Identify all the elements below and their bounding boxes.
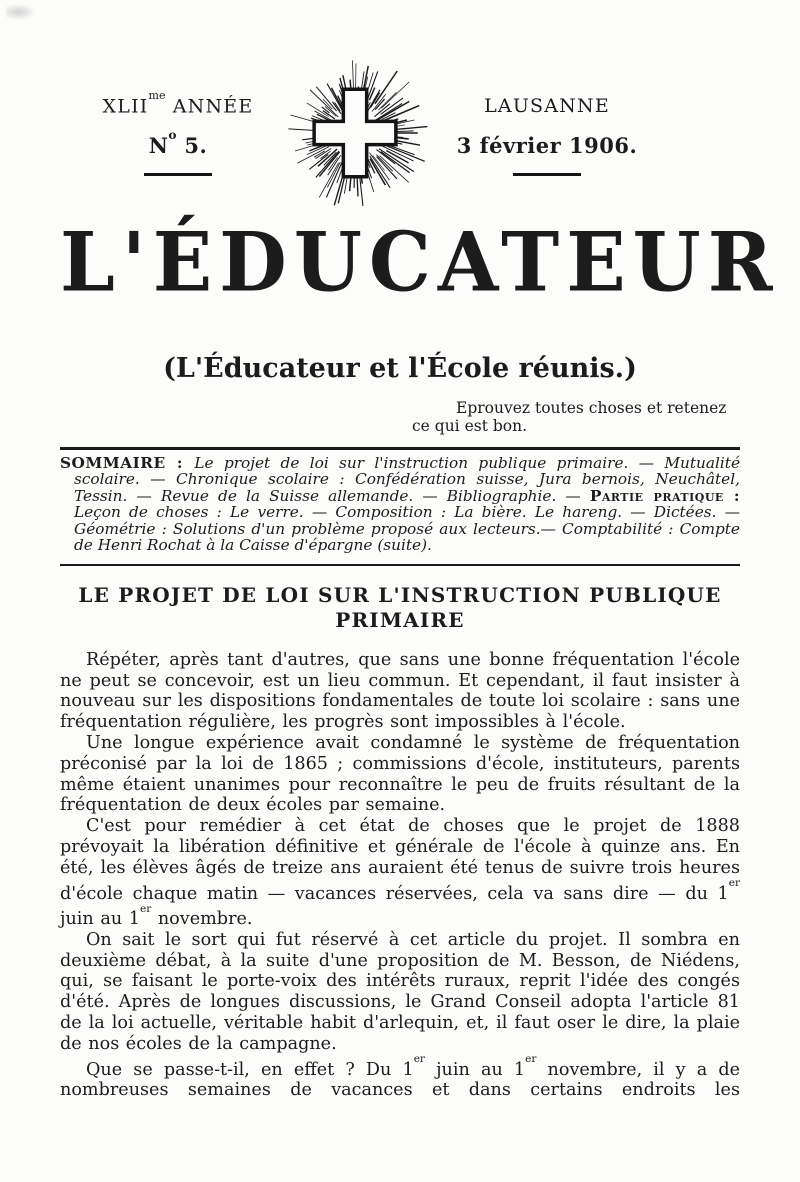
scan-smudge-artifact	[6, 4, 36, 20]
article-heading-line-2: PRIMAIRE	[335, 608, 465, 633]
masthead-header-row	[60, 88, 740, 213]
article-paragraph: C'est pour remédier à cet état de choses que le projet de 1888 prévoyait la libération définitive et générale de l'école à quinze ans. En été, les élèves âgés de treize ans auraient été tenus de suivre trois heures d'école chaque matin — vacances réservées, cela va sans dire — du 1er juin au 1er novembre.	[60, 816, 740, 930]
journal-subtitle: (L'Éducateur et l'École réunis.)	[163, 353, 637, 385]
article-paragraph: On sait le sort qui fut réservé à cet article du projet. Il sombra en deuxième débat, à la suite d'une proposition de M. Besson, de Niédens, qui, se faisant le porte-voix des intérêts ruraux, reprit l'idée des congés d'été. Après de longues discussions, le Grand Conseil adopta l'article 81 de la loi actuelle, véritable habit d'arlequin, et, il faut oser le dire, la plaie de nos écoles de la campagne.	[60, 929, 740, 1054]
date-divider-rule	[513, 173, 581, 176]
article-heading	[60, 583, 740, 633]
article-heading-line-1: LE PROJET DE LOI SUR L'INSTRUCTION PUBLIQUE	[78, 583, 722, 608]
issue-number: $N^o$ 5.	[148, 127, 208, 159]
motto-line-1: Eprouvez toutes choses et retenez	[456, 399, 727, 418]
journal-title: L'ÉDUCATEUR	[60, 215, 780, 311]
journal-motto	[412, 400, 740, 436]
article-paragraph: Que se passe-t-il, en effet ? Du 1er juin au 1er novembre, il y a de nombreuses semaines de vacances et dans certains endroits les	[60, 1053, 740, 1101]
sommaire-items-1: Le projet de loi sur l'instruction publique primaire. — Mutualité scolaire. — Chronique scolaire : Confédération suisse, Jura bernois, Neuchâtel, Tessin. — Revue de la Suisse allemande. — Bibliographie. —	[74, 453, 741, 505]
article-paragraph: Répéter, après tant d'autres, que sans une bonne fréquentation l'école ne peut se concevoir, est un lieu commun. Et cependant, il faut insister à nouveau sur les dispositions fondamentales de toute loi scolaire : sans une fréquentation régulière, les progrès sont impossibles à l'école.	[60, 649, 740, 733]
bottom-divider-rule	[60, 564, 740, 567]
partie-pratique-label: Partie pratique :	[589, 486, 740, 505]
motto-line-2: ce qui est bon.	[412, 417, 528, 436]
issue-divider-rule	[144, 173, 212, 176]
sommaire-block	[60, 450, 740, 558]
swiss-cross-starburst-icon	[282, 60, 428, 206]
place-date-block	[452, 95, 642, 176]
annee-label: $XLII^{me}$ ANNÉE	[102, 88, 254, 118]
sommaire-label: SOMMAIRE :	[60, 453, 195, 472]
article-paragraph: Une longue expérience avait condamné le système de fréquentation préconisé par la loi de 1865 ; commissions d'école, instituteurs, parents même étaient unanimes pour reconnaître le peu de fruits résultant de la fréquentation de deux écoles par semaine.	[60, 732, 740, 816]
sommaire-items-2: Leçon de choses : Le verre. — Composition : La bière. Le hareng. — Dictées. — Géométrie : Solutions d'un problème proposé aux lecteurs.— Comptabilité : Compte de Henri Rochat à la Caisse d'épargne (suite).	[74, 503, 740, 555]
date-label: 3 février 1906.	[456, 133, 638, 158]
page-content-column	[60, 0, 780, 1101]
issue-info-block	[88, 88, 268, 176]
article-body	[60, 650, 740, 1101]
city-label: LAUSANNE	[484, 95, 610, 117]
